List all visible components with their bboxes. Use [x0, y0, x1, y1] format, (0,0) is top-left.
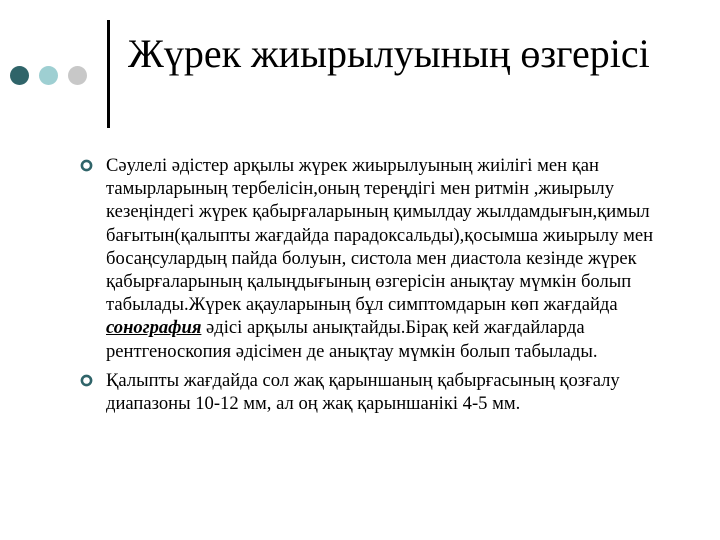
- bullet-item-2: [80, 369, 680, 415]
- dot-gray: [68, 66, 87, 85]
- dot-light-teal: [39, 66, 58, 85]
- slide-title: Жүрек жиырылуының өзгерісі: [128, 31, 650, 76]
- bullet-1-term: сонография: [106, 317, 202, 339]
- bullet-item-1: [80, 154, 680, 363]
- ring-bullet-icon: [80, 374, 93, 387]
- dot-dark-teal: [10, 66, 29, 85]
- bullet-1-text-end: әдісі арқылы анықтайды.Бірақ кей жағдайларда рентгеноскопия әдісімен де анықтау мүмкін болып табылады.: [106, 317, 598, 362]
- bullet-1-text-start: Сәулелі әдістер арқылы жүрек жиырылуының жиілігі мен қан тамырларының тербелісін,оның тереңдігі мен ритмін ,жиырылу кезеңіндегі жүрек қабырғаларының қимылдау жылдамдығын,қимыл бағытын(қалыпты жағдайда парадоксальды),қосымша жиырылу мен босаңсулардың пайда болуын, систола мен диастола кезінде жүрек қабырғаларының қалыңдығының өзгерісін анықтау мүмкін болып табылады.Жүрек ақауларының бұл симптомдарын көп жағдайда: [106, 155, 654, 316]
- decorative-dots: [10, 66, 87, 85]
- ring-bullet-icon: [80, 159, 93, 172]
- bullet-2-text: Қалыпты жағдайда сол жақ қарыншаның қабырғасының қозғалу диапазоны 10-12 мм, ал оң жақ қарыншанікі 4-5 мм.: [106, 369, 620, 415]
- title-divider-line: [107, 20, 110, 128]
- slide-content: [80, 154, 680, 421]
